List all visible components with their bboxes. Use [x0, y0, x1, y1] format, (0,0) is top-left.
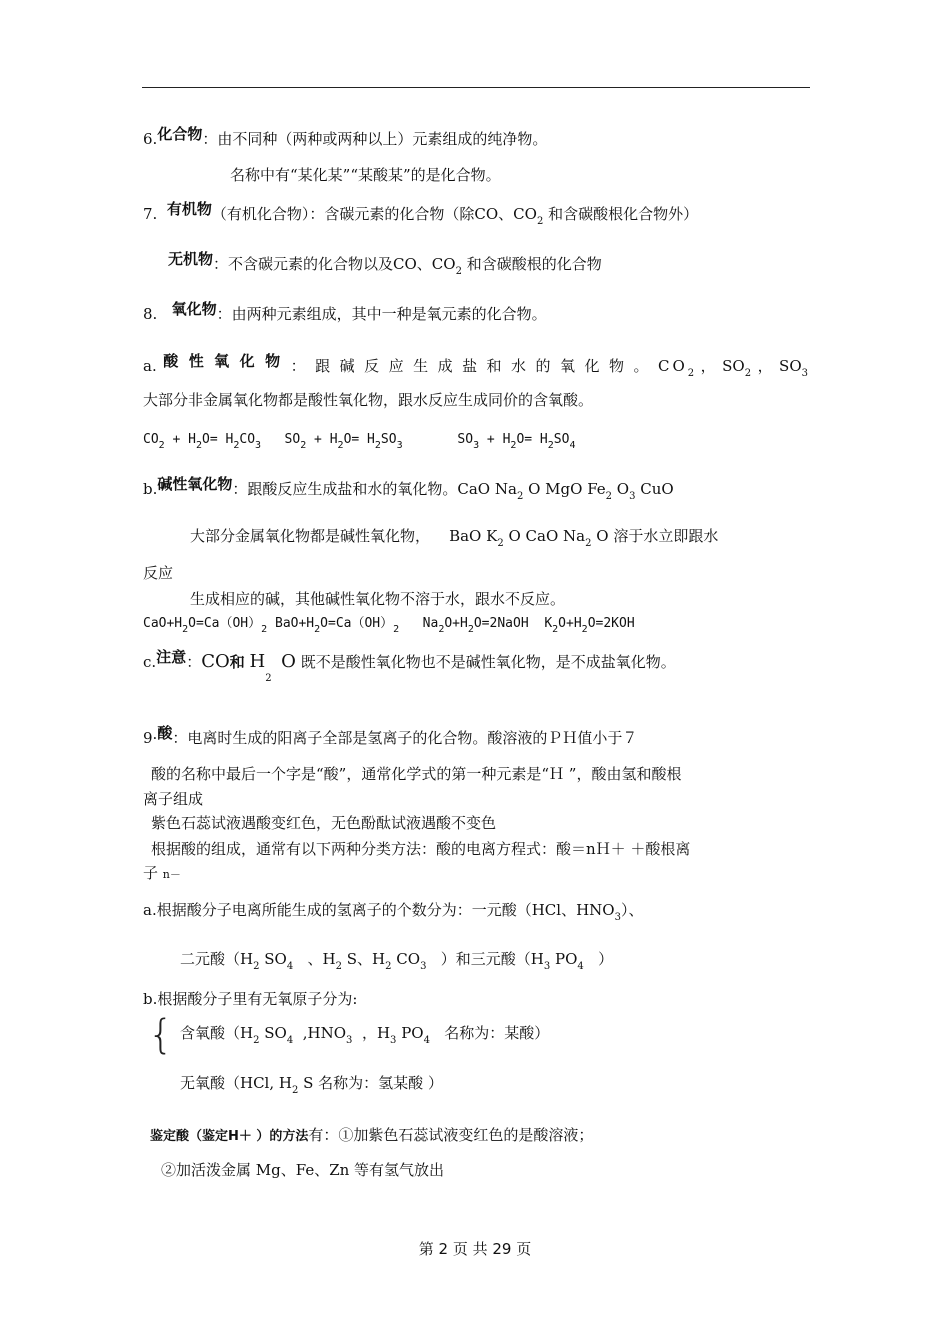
formula: O CaO Na — [503, 527, 586, 545]
formula: Na — [422, 616, 439, 631]
organic-def-text-end: 和含碳酸根化合物外） — [543, 205, 699, 223]
compound-definition — [143, 125, 548, 149]
subscript: 4 — [577, 961, 584, 972]
note-text: 大部分金属氧化物都是碱性氧化物， — [190, 527, 431, 545]
subscript: 2 — [438, 624, 445, 635]
formula: BaO+H — [275, 616, 315, 631]
formula: 二元酸（H — [180, 950, 254, 968]
subscript: 3 — [473, 440, 480, 451]
formula: O= H — [516, 432, 548, 447]
note-text: 子 — [143, 864, 159, 882]
oxide-definition — [143, 300, 547, 324]
subscript: 2 — [253, 1035, 260, 1046]
classification-text: a.根据酸分子电离所能生成的氢离子的个数分为：一元酸（HCl、HNO — [143, 901, 615, 919]
subscript: 4 — [286, 1035, 294, 1046]
formula: ,HNO — [302, 1024, 347, 1042]
formula: O — [612, 480, 630, 498]
section-number: 6. — [143, 130, 158, 148]
acid-ionization-note: 根据酸的组成，通常有以下两种分类方法：酸的电离方程式：酸＝nＨ＋ ＋酸根离 — [151, 840, 691, 858]
subscript: 3 — [420, 961, 427, 972]
subscript: 2 — [393, 624, 400, 635]
subscript: 2 — [516, 491, 524, 502]
subscript: 4 — [569, 440, 576, 451]
acid-def-text: ：电离时生成的阳离子全部是氢离子的化合物。酸溶液的ＰＨ值小于７ — [172, 729, 638, 747]
subscript: 3 — [346, 1035, 353, 1046]
note-text: S 名称为：氢某酸 ） — [303, 1074, 443, 1092]
separator: ，SO — [694, 357, 745, 375]
formula: + H — [306, 432, 338, 447]
acid-class-examples — [180, 949, 614, 972]
formula: CO — [239, 432, 256, 447]
subscript: 2 — [291, 1085, 299, 1096]
oxyacid-line — [180, 1023, 550, 1046]
formula: ）和三元酸（H — [440, 950, 544, 968]
superscript: n－ — [162, 868, 181, 881]
formula: CO — [143, 432, 159, 447]
subscript: 2 — [314, 624, 321, 635]
formula: O=Ca（OH） — [320, 616, 394, 631]
left-brace-icon: { — [148, 1012, 174, 1058]
item-prefix: a. — [143, 357, 157, 375]
page-footer: 第 2 页 共 29 页 — [418, 1240, 532, 1258]
acid-definition — [143, 724, 638, 748]
acidic-oxide-equations — [143, 430, 575, 450]
formula: O=2KOH — [587, 616, 635, 631]
term-organic: 有机物 — [166, 200, 212, 218]
formula: PO — [555, 950, 578, 968]
term-inorganic: 无机物 — [168, 250, 214, 268]
formula: CuO — [635, 480, 674, 498]
basic-oxide-def: ：跟酸反应生成盐和水的氧化物。CaO Na — [232, 480, 517, 498]
term-basic-oxide: 碱性氧化物 — [157, 475, 233, 493]
formula: O MgO Fe — [523, 480, 606, 498]
header-rule — [142, 87, 810, 88]
basic-oxide-equations — [143, 614, 635, 634]
compound-note: 名称中有“某化某”“某酸某”的是化合物。 — [230, 166, 501, 184]
section-number: 7. — [143, 205, 158, 223]
formula: O= H — [343, 432, 375, 447]
formula: + H — [479, 432, 511, 447]
subscript: 3 — [255, 440, 262, 451]
formula: SO — [264, 1024, 287, 1042]
term-attention: 注意 — [156, 648, 187, 666]
term-compound: 化合物 — [157, 125, 203, 143]
basic-oxide-note-wrap: 反应 — [143, 564, 174, 582]
section-dot: · — [152, 729, 158, 747]
term-acidic-oxide: 酸性氧化物 — [156, 352, 291, 370]
subscript: 2 — [385, 961, 392, 972]
subscript: 2 — [261, 624, 268, 635]
formula: H — [249, 651, 266, 672]
oxide-def-text: ：由两种元素组成，其中一种是氧元素的化合物。 — [216, 305, 547, 323]
colon: ： — [186, 653, 202, 671]
subscript: 4 — [286, 961, 294, 972]
item-prefix: b. — [143, 480, 158, 498]
formula: SO — [284, 432, 301, 447]
classification-text-end: ）、 — [620, 901, 644, 919]
subscript: 2 — [300, 440, 307, 451]
subscript: 2 — [233, 440, 240, 451]
formula: ，H — [361, 1024, 391, 1042]
subscript: 2 — [510, 440, 517, 451]
non-salt-oxide-note — [143, 648, 676, 684]
subscript: 2 — [605, 491, 613, 502]
subscript: 4 — [423, 1035, 430, 1046]
subscript: 3 — [390, 1035, 397, 1046]
term-oxide: 氧化物 — [171, 300, 217, 318]
formula: CaO+H — [143, 616, 183, 631]
acid-ionization-note-wrap — [143, 863, 181, 885]
subscript: 2 — [337, 440, 344, 451]
formula: K — [544, 616, 553, 631]
acid-class-by-h — [143, 900, 644, 923]
subscript: 2 — [687, 368, 695, 379]
term-acid: 酸 — [157, 724, 173, 742]
separator: ，SO — [751, 357, 802, 375]
formula: SO — [457, 432, 474, 447]
formula: O=Ca（OH） — [188, 616, 262, 631]
term-acid-identification: 鉴定酸（鉴定H＋ ）的方法 — [150, 1129, 309, 1144]
conjunction: 和 — [229, 653, 245, 671]
subscript: 3 — [801, 368, 809, 379]
basic-oxide-note-2: 生成相应的碱，其他碱性氧化物不溶于水，跟水不反应。 — [190, 590, 566, 608]
formula: S、H — [346, 950, 386, 968]
formula: ） — [598, 950, 614, 968]
formula: 无氧酸（HCl, H — [180, 1074, 292, 1092]
inorganic-def-text: ：不含碳元素的化合物以及CO、CO — [213, 255, 456, 273]
formula: CO — [201, 651, 230, 672]
subscript: 2 — [547, 440, 554, 451]
subscript: 2 — [455, 266, 462, 277]
formula: O+H — [444, 616, 468, 631]
subscript: 3 — [629, 491, 636, 502]
subscript: 2 — [581, 624, 588, 635]
formula: SO — [264, 950, 287, 968]
subscript: 2 — [497, 538, 504, 549]
subscript: 2 — [182, 624, 189, 635]
subscript: 2 — [265, 673, 272, 684]
subscript: 2 — [196, 440, 203, 451]
subscript: 2 — [335, 961, 342, 972]
acid-indicator-note: 紫色石蕊试液遇酸变红色，无色酚酞试液遇酸不变色 — [151, 814, 497, 832]
formula: CO — [396, 950, 421, 968]
subscript: 2 — [253, 961, 260, 972]
subscript: 2 — [374, 440, 381, 451]
subscript: 2 — [585, 538, 592, 549]
acidic-oxide-note: 大部分非金属氧化物都是酸性氧化物，跟水反应生成同价的含氧酸。 — [143, 391, 594, 409]
subscript: 2 — [536, 216, 544, 227]
compound-def-text: ：由不同种（两种或两种以上）元素组成的纯净物。 — [202, 130, 548, 148]
acid-identification-2: ②加活泼金属 Mg、Fe、Zn 等有氢气放出 — [161, 1161, 445, 1179]
formula: 含氧酸（H — [180, 1024, 254, 1042]
non-salt-oxide-text: 既不是酸性氧化物也不是碱性氧化物，是不成盐氧化物。 — [300, 653, 676, 671]
formula: O — [281, 651, 296, 672]
subscript: 2 — [552, 624, 559, 635]
formula: O= H — [202, 432, 234, 447]
organic-def-text: （有机化合物）：含碳元素的化合物（除CO、CO — [211, 205, 537, 223]
inorganic-definition — [168, 250, 602, 277]
formula: + H — [164, 432, 196, 447]
formula: O+H — [558, 616, 582, 631]
subscript: 3 — [396, 440, 403, 451]
note-text: 名称为：某酸） — [444, 1024, 550, 1042]
section-number: 8. — [143, 305, 158, 323]
acidic-oxide-def: ：跟碱反应生成盐和水的氧化物。CO — [290, 357, 688, 375]
anaerobic-acid-line — [180, 1073, 443, 1096]
item-prefix: c. — [143, 653, 157, 671]
acid-naming-note: 酸的名称中最后一个字是“酸”，通常化学式的第一种元素是“Ｈ ”，酸由氢和酸根 — [151, 765, 682, 783]
subscript: 2 — [467, 624, 474, 635]
inorganic-def-text-end: 和含碳酸根的化合物 — [461, 255, 602, 273]
subscript: 3 — [614, 912, 621, 923]
organic-definition — [143, 200, 699, 227]
basic-oxide-definition — [143, 475, 674, 502]
subscript: 3 — [543, 961, 551, 972]
acidic-oxide-definition — [143, 352, 809, 379]
formula: 、H — [307, 950, 336, 968]
formula: SO — [380, 432, 397, 447]
section-number: 9 — [143, 729, 153, 747]
acid-class-by-oxygen: b.根据酸分子里有无氧原子分为: — [143, 990, 358, 1008]
identification-text: 有：①加紫色石蕊试液变红色的是酸溶液； — [308, 1126, 594, 1144]
formula: SO — [553, 432, 570, 447]
subscript: 2 — [744, 368, 752, 379]
note-text: O 溶于水立即跟水 — [591, 527, 719, 545]
formula: PO — [401, 1024, 424, 1042]
formula: BaO K — [449, 527, 498, 545]
acid-naming-note-wrap: 离子组成 — [143, 790, 204, 808]
formula: O=2NaOH — [473, 616, 529, 631]
acid-identification — [150, 1125, 593, 1147]
basic-oxide-note — [190, 526, 719, 549]
subscript: 2 — [158, 440, 165, 451]
